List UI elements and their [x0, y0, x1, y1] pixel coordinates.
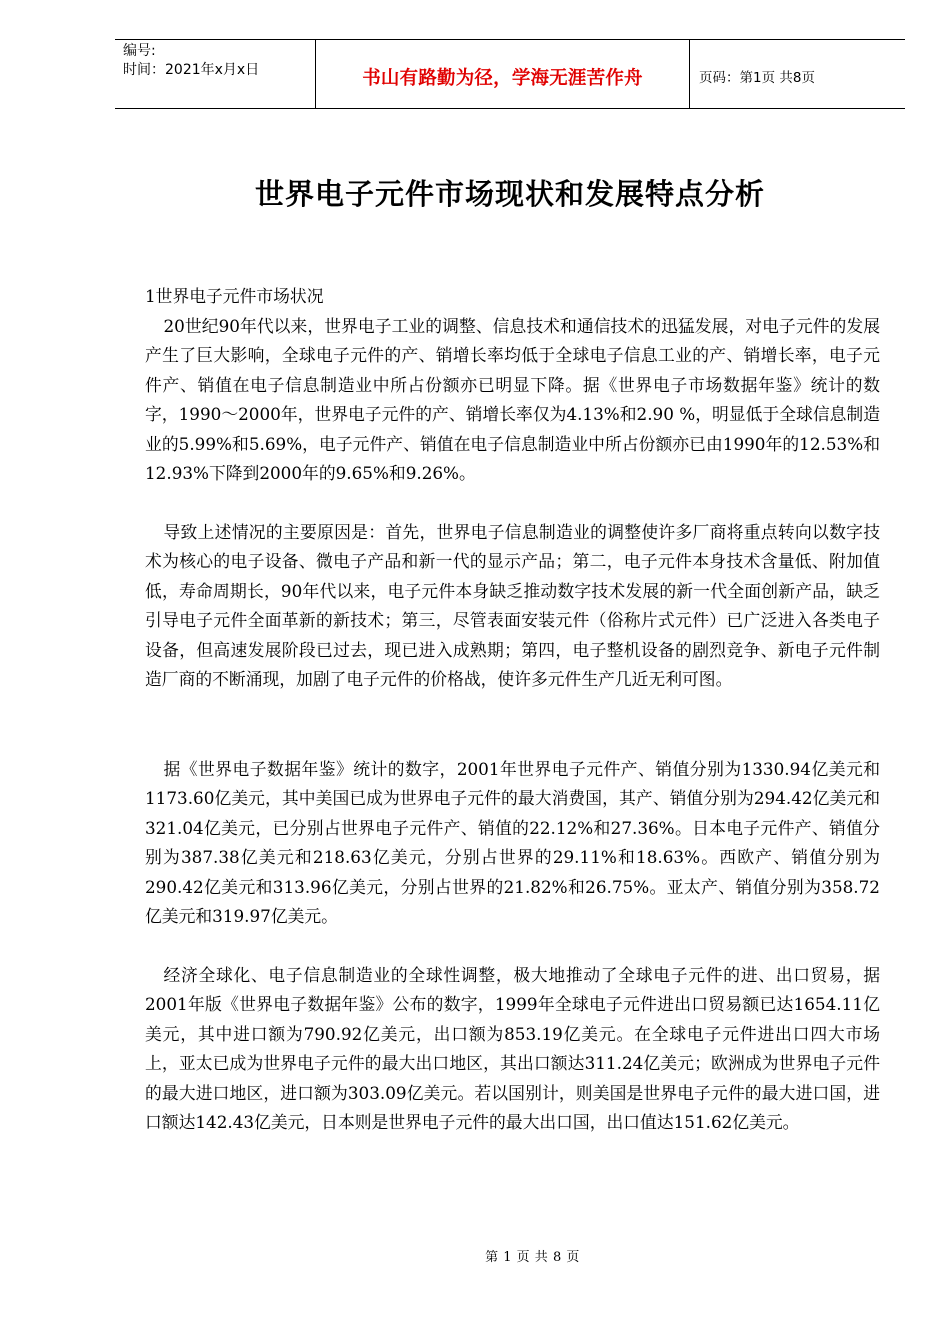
body-paragraph: 导致上述情况的主要原因是：首先，世界电子信息制造业的调整使许多厂商将重点转向以数字技术为核心的电子设备、微电子产品和新一代的显示产品；第二，电子元件本身技术含量低、附加值低，寿命周期长，90年代以来，电子元件本身缺乏推动数字技术发展的新一代全面创新产品，缺乏引导电子元件全面革新的新技术；第三，尽管表面安装元件（俗称片式元件）已广泛进入各类电子设备，但高速发展阶段已过去，现已进入成熟期；第四，电子整机设备的剧烈竞争、新电子元件制造厂商的不断涌现，加剧了电子元件的价格战，使许多元件生产几近无利可图。	[145, 521, 880, 689]
document-body	[145, 282, 880, 1138]
page-footer: 第 1 页 共 8 页	[485, 1250, 580, 1265]
header-motto-cell	[316, 40, 690, 108]
paragraph-spacer	[145, 932, 880, 961]
body-paragraph: 据《世界电子数据年鉴》统计的数字，2001年世界电子元件产、销值分别为1330.94亿美元和1173.60亿美元，其中美国已成为世界电子元件的最大消费国，其产、销值分别为294.42亿美元和321.04亿美元，已分别占世界电子元件产、销值的22.12%和27.36%。日本电子元件产、销值分别为387.38亿美元和218.63亿美元，分别占世界的29.11%和18.63%。西欧产、销值分别为290.42亿美元和313.96亿美元，分别占世界的21.82%和26.75%。亚太产、销值分别为358.72亿美元和319.97亿美元。	[145, 758, 880, 926]
header-motto: 书山有路勤为径，学海无涯苦作舟	[362, 68, 643, 89]
header-meta-cell	[115, 40, 316, 108]
header-page-cell	[690, 40, 905, 108]
document-title: 世界电子元件市场现状和发展特点分析	[254, 177, 765, 211]
body-paragraph: 20世纪90年代以来，世界电子工业的调整、信息技术和通信技术的迅猛发展，对电子元件的发展产生了巨大影响，全球电子元件的产、销增长率均低于全球电子信息工业的产、销增长率，电子元件产、销值在电子信息制造业中所占份额亦已明显下降。据《世界电子市场数据年鉴》统计的数字，1990～2000年，世界电子元件的产、销增长率仅为4.13%和2.90 %，明显低于全球信息制造业的5.99%和5.69%，电子元件产、销值在电子信息制造业中所占份额亦已由1990年的12.53%和12.93%下降到2000年的9.65%和9.26%。	[145, 315, 880, 483]
document-header	[115, 39, 905, 109]
paragraph-spacer	[145, 695, 880, 755]
document-date: 时间：2021年x月x日	[123, 62, 260, 78]
body-paragraph: 经济全球化、电子信息制造业的全球性调整，极大地推动了全球电子元件的进、出口贸易，据2001年版《世界电子数据年鉴》公布的数字，1999年全球电子元件进出口贸易额已达1654.11亿美元，其中进口额为790.92亿美元，出口额为853.19亿美元。在全球电子元件进出口四大市场上，亚太已成为世界电子元件的最大出口地区，其出口额达311.24亿美元；欧洲成为世界电子元件的最大进口地区，进口额为303.09亿美元。若以国别计，则美国是世界电子元件的最大进口国，进口额达142.43亿美元，日本则是世界电子元件的最大出口国，出口值达151.62亿美元。	[145, 964, 880, 1132]
document-number-label: 编号:	[123, 43, 156, 59]
section-heading: 1世界电子元件市场状况	[145, 286, 324, 306]
header-page-info: 页码：第1页 共8页	[699, 70, 815, 86]
paragraph-spacer	[145, 489, 880, 518]
